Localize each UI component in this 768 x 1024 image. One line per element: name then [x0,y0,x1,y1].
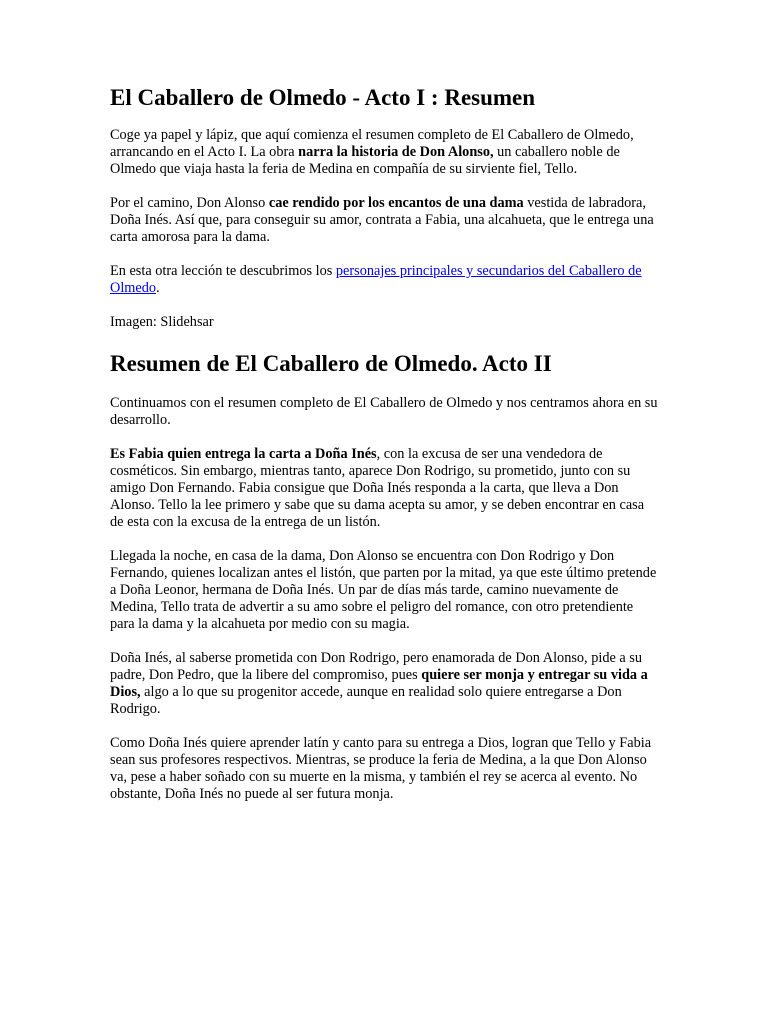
section-1-paragraph-1 [110,127,658,178]
text-run: En esta otra lección te descubrimos los [110,263,336,279]
text-run: . [156,280,160,296]
bold-text-run: quiere ser monja y entregar su vida a Dios, [110,667,648,700]
text-run: Como Doña Inés quiere aprender latín y canto para su entrega a Dios, logran que Tello y Fabia sean sus profesores respectivos. Mientras, se produce la feria de Medina, a la que Don Alonso va, pese a haber soñado con su muerte en la misma, y también el rey se acerca al evento. No obstante, Doña Inés no puede al ser futura monja. [110,735,652,802]
text-run: Coge ya papel y lápiz, que aquí comienza el resumen completo de El Caballero de Olmedo, arrancando en el Acto I. La obra [110,127,634,160]
text-run: Por el camino, Don Alonso [110,195,269,211]
text-run: Llegada la noche, en casa de la dama, Don Alonso se encuentra con Don Rodrigo y Don Fernando, quienes localizan antes el listón, que parten por la mitad, ya que este último pretende a Doña Leonor, hermana de Doña Inés. Un par de días más tarde, camino nuevamente de Medina, Tello trata de advertir a su amo sobre el peligro del romance, con otro pretendiente para la dama y la alcahueta por medio con su magia. [110,548,657,632]
bold-text-run: narra la historia de Don Alonso, [298,144,494,160]
text-run: , con la excusa de ser una vendedora de cosméticos. Sin embargo, mientras tanto, aparece Don Rodrigo, su prometido, junto con su amigo Don Fernando. Fabia consigue que Doña Inés responda a la carta, que lleva a Don Alonso. Tello la lee primero y sabe que su dama acepta su amor, y se deben encontrar en casa de esta con la excusa de la entrega de un listón. [110,446,645,530]
section-2-paragraph-4 [110,650,658,718]
section-2-paragraph-3 [110,548,658,633]
text-run: algo a lo que su progenitor accede, aunque en realidad solo quiere entregarse a Don Rodrigo. [110,684,622,717]
section-2-title: Resumen de El Caballero de Olmedo. Acto II [110,351,552,376]
text-run: Continuamos con el resumen completo de El Caballero de Olmedo y nos centramos ahora en su desarrollo. [110,395,658,428]
section-2-paragraph-1 [110,395,658,429]
bold-text-run: cae rendido por los encantos de una dama [268,195,524,211]
section-2-paragraph-5 [110,735,658,803]
document-page [110,84,658,820]
section-2-paragraph-2 [110,446,658,531]
text-run: vestida de labradora, Doña Inés. Así que, para conseguir su amor, contrata a Fabia, una alcahueta, que le entrega una carta amorosa para la dama. [110,195,654,245]
text-run: un caballero noble de Olmedo que viaja hasta la feria de Medina en compañía de su sirviente fiel, Tello. [110,144,620,177]
characters-lesson-link[interactable]: personajes principales y secundarios del Caballero de Olmedo [110,263,642,296]
bold-text-run: Es Fabia quien entrega la carta a Doña Inés [110,446,377,462]
section-1-paragraph-3 [110,263,658,297]
section-1-paragraph-2 [110,195,658,246]
section-1-title: El Caballero de Olmedo - Acto I : Resumen [110,85,536,110]
image-credit: Imagen: Slidehsar [110,314,214,330]
text-run: Doña Inés, al saberse prometida con Don Rodrigo, pero enamorada de Don Alonso, pide a su padre, Don Pedro, que la libere del compromiso, pues [110,650,643,683]
